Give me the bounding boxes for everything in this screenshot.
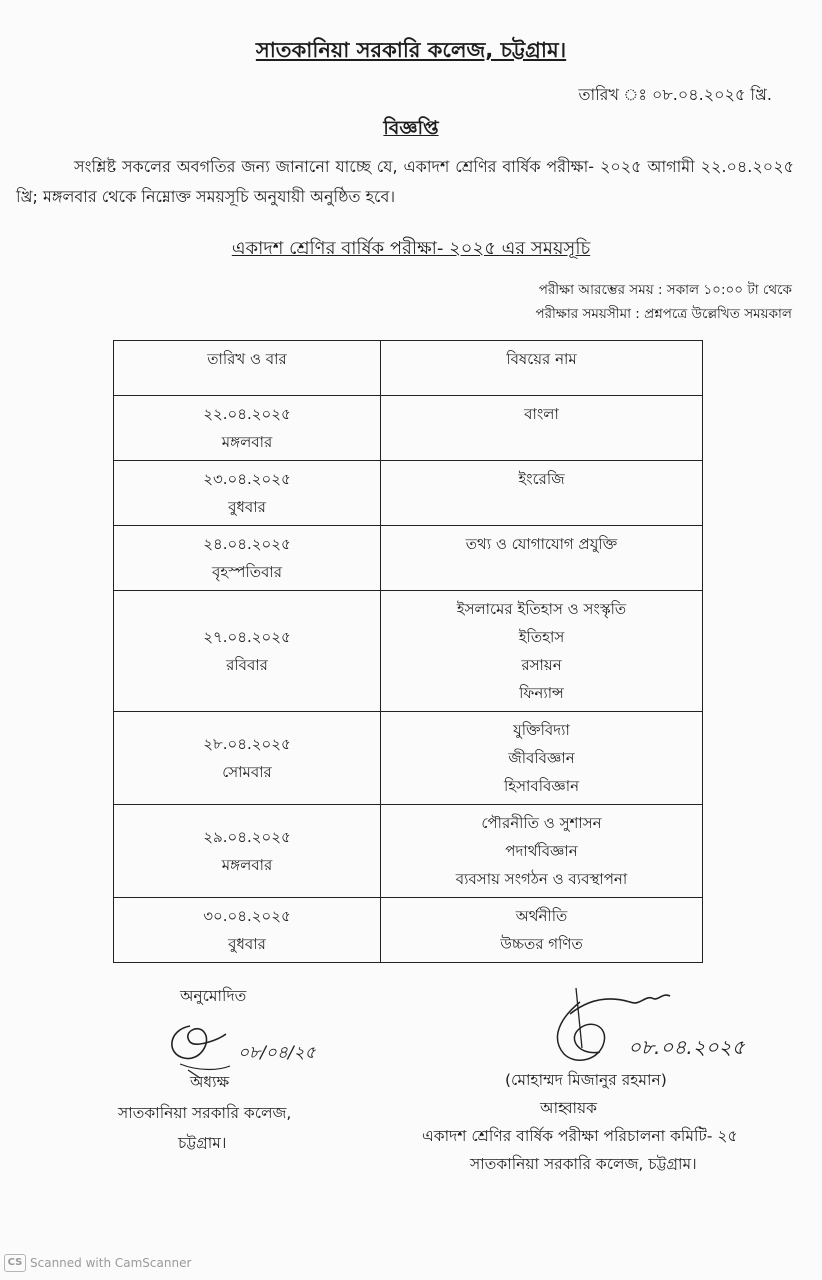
- notice-body: সংশ্লিষ্ট সকলের অবগতির জন্য জানানো যাচ্ছে যে, একাদশ শ্রেণির বার্ষিক পরীক্ষা- ২০২৫ আগামী ২২.০৪.২০২৫ খ্রি; মঙ্গলবার থেকে নিম্নোক্ত সময়সূচি অনুযায়ী অনুষ্ঠিত হবে।: [16, 157, 794, 206]
- subject-name: ইতিহাস: [518, 628, 565, 646]
- subject-name: যুক্তিবিদ্যা: [513, 721, 570, 739]
- schedule-day: রবিবার: [226, 656, 268, 674]
- schedule-date: ২৮.০৪.২০২৫: [203, 735, 291, 753]
- subject-name: ফিন্যান্স: [519, 684, 564, 702]
- schedule-day: সোমবার: [222, 763, 272, 781]
- schedule-title: একাদশ শ্রেণির বার্ষিক পরীক্ষা- ২০২৫ এর সময়সূচি: [231, 238, 591, 259]
- schedule-day: বৃহস্পতিবার: [212, 563, 282, 581]
- schedule-date: ২৭.০৪.২০২৫: [203, 628, 291, 646]
- schedule-subject-cell: [381, 898, 703, 963]
- schedule-subject-cell: [381, 461, 703, 526]
- table-row: [114, 591, 703, 712]
- subject-name: ব্যবসায় সংগঠন ও ব্যবস্থাপনা: [455, 870, 628, 888]
- subject-name: পৌরনীতি ও সুশাসন: [481, 814, 602, 832]
- schedule-day: বুধবার: [228, 935, 266, 953]
- schedule-day: বুধবার: [228, 498, 266, 516]
- convener-signature: [520, 978, 790, 1068]
- schedule-subject-cell: [381, 591, 703, 712]
- schedule-date: ২৩.০৪.২০২৫: [203, 470, 291, 488]
- exam-info: [535, 278, 792, 326]
- convener-role: আহ্বায়ক: [540, 1099, 598, 1117]
- table-header-row: [114, 341, 703, 396]
- schedule-subject-cell: [381, 712, 703, 805]
- camscanner-logo-icon: CS: [4, 1254, 26, 1272]
- convener-name: (মোহাম্মদ মিজানুর রহমান): [505, 1071, 667, 1089]
- schedule-date-cell: [114, 712, 381, 805]
- schedule-date: ২২.০৪.২০২৫: [203, 405, 291, 423]
- schedule-date-cell: [114, 805, 381, 898]
- header-subject: বিষয়ের নাম: [381, 341, 703, 396]
- college-title: সাতকানিয়া সরকারি কলেজ, চট্টগ্রাম।: [255, 38, 567, 62]
- subject-name: জীববিজ্ঞান: [508, 749, 575, 767]
- approved-label: অনুমোদিত: [180, 987, 247, 1005]
- subject-name: ইংরেজি: [518, 470, 565, 488]
- schedule-subject-cell: [381, 396, 703, 461]
- subject-name: অর্থনীতি: [515, 907, 568, 925]
- principal-inst-line2: চট্টগ্রাম।: [178, 1134, 227, 1152]
- subject-name: হিসাববিজ্ঞান: [503, 777, 580, 795]
- subject-name: তথ্য ও যোগাযোগ প্রযুক্তি: [465, 535, 618, 553]
- schedule-date: ২৯.০৪.২০২৫: [203, 828, 291, 846]
- exam-start-time: পরীক্ষা আরম্ভের সময় : সকাল ১০:০০ টা থেকে: [538, 282, 792, 298]
- table-row: [114, 396, 703, 461]
- schedule-subject-cell: [381, 805, 703, 898]
- scanner-watermark: [4, 1254, 191, 1272]
- table-row: [114, 898, 703, 963]
- schedule-date-cell: [114, 461, 381, 526]
- subject-name: রসায়ন: [521, 656, 562, 674]
- notice-heading: বিজ্ঞপ্তি: [383, 117, 439, 139]
- subject-name: উচ্চতর গণিত: [500, 935, 583, 953]
- schedule-date-cell: [114, 591, 381, 712]
- principal-signature-date: ০৮/০৪/২৫: [238, 1043, 316, 1063]
- schedule-date: ২৪.০৪.২০২৫: [203, 535, 291, 553]
- schedule-table: [113, 340, 703, 963]
- schedule-date-cell: [114, 898, 381, 963]
- subject-name: ইসলামের ইতিহাস ও সংস্কৃতি: [456, 600, 627, 618]
- table-row: [114, 461, 703, 526]
- schedule-subject-cell: [381, 526, 703, 591]
- subject-name: পদার্থবিজ্ঞান: [505, 842, 578, 860]
- schedule-day: মঙ্গলবার: [221, 433, 273, 451]
- scanner-label: Scanned with CamScanner: [30, 1256, 192, 1270]
- exam-duration: পরীক্ষার সময়সীমা : প্রশ্নপত্রে উল্লেখিত সময়কাল: [535, 306, 792, 322]
- schedule-date-cell: [114, 526, 381, 591]
- convener-committee: একাদশ শ্রেণির বার্ষিক পরীক্ষা পরিচালনা কমিটি- ২৫: [422, 1127, 738, 1145]
- schedule-body: [114, 396, 703, 963]
- convener-institution: সাতকানিয়া সরকারি কলেজ, চট্টগ্রাম।: [470, 1155, 697, 1173]
- subject-name: বাংলা: [524, 405, 559, 423]
- table-row: [114, 526, 703, 591]
- table-row: [114, 712, 703, 805]
- principal-role: অধ্যক্ষ: [190, 1073, 230, 1091]
- convener-signature-date: ০৮.০৪.২০২৫: [628, 1035, 745, 1059]
- schedule-date: ৩০.০৪.২০২৫: [203, 907, 291, 925]
- principal-institution: [118, 1098, 291, 1158]
- notice-date: তারিখ ঃ ০৮.০৪.২০২৫ খ্রি.: [578, 85, 772, 104]
- schedule-day: মঙ্গলবার: [221, 856, 273, 874]
- header-date-day: তারিখ ও বার: [114, 341, 381, 396]
- table-row: [114, 805, 703, 898]
- principal-inst-line1: সাতকানিয়া সরকারি কলেজ,: [118, 1104, 292, 1122]
- principal-signature: [160, 1012, 350, 1082]
- schedule-date-cell: [114, 396, 381, 461]
